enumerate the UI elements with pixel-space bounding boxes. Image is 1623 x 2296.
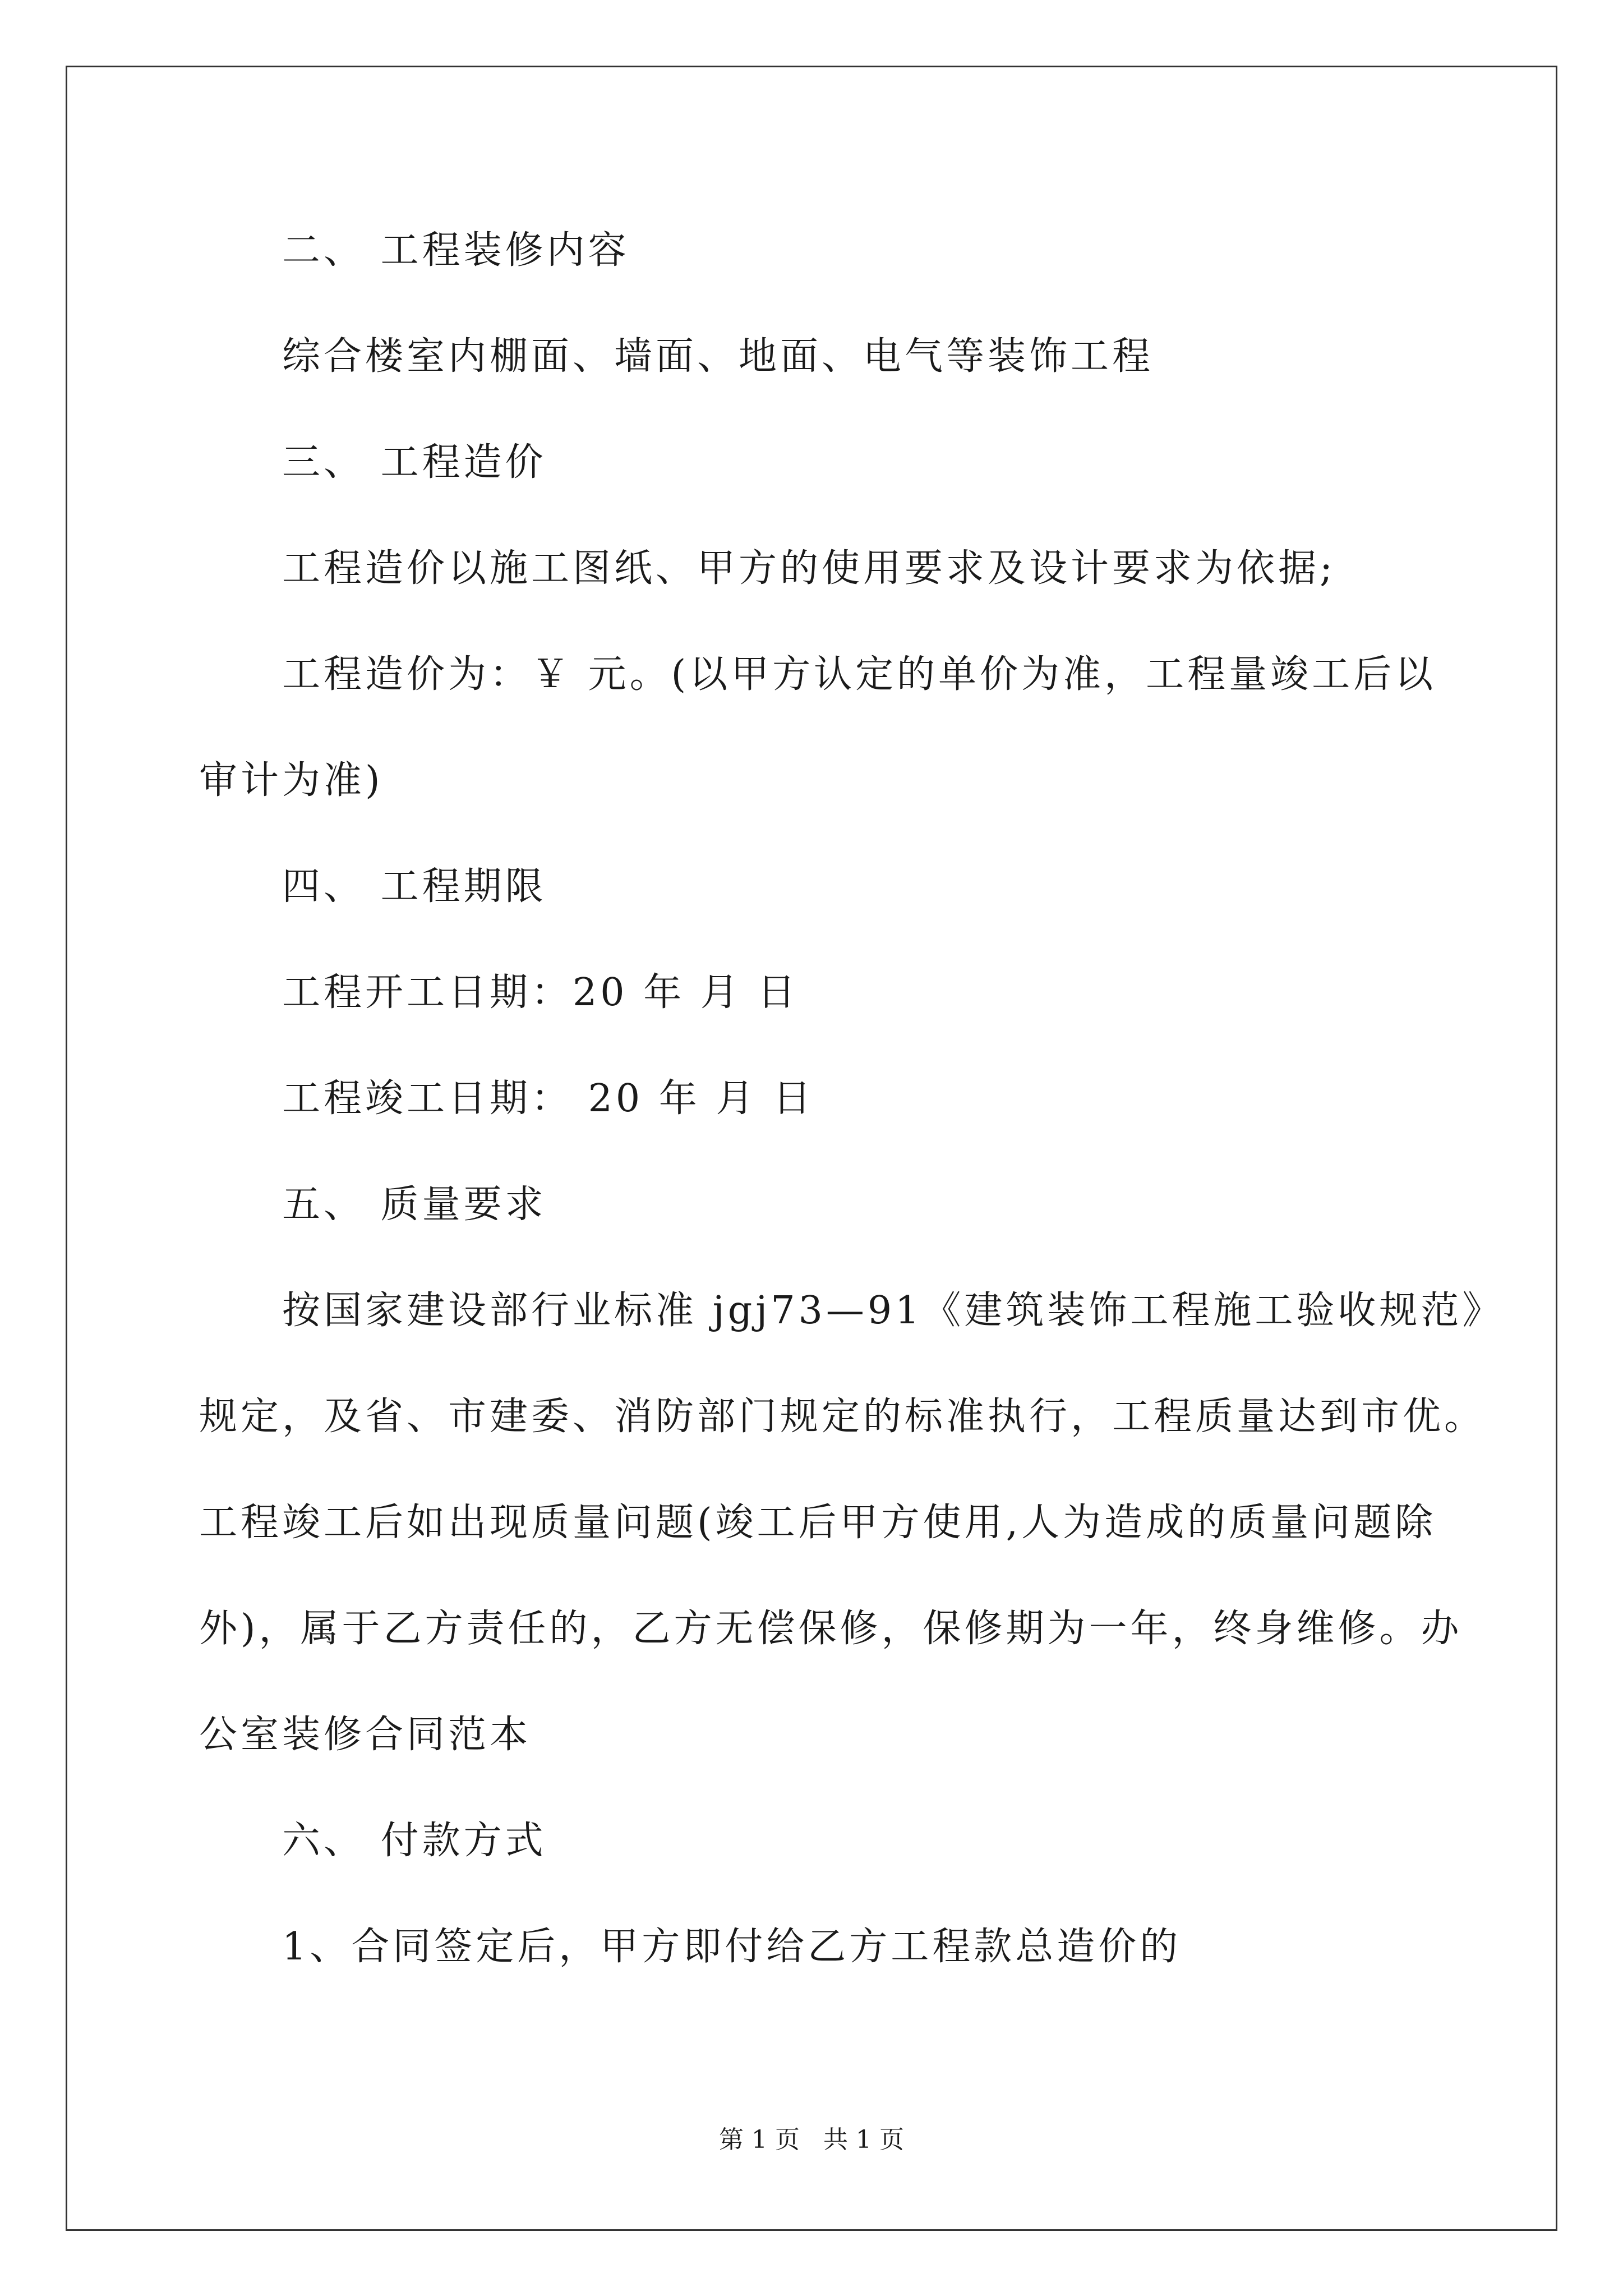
paragraph-line: 公室装修合同范本 [199, 1713, 532, 1757]
completion-date-line: 工程竣工日期： 20 年 月 日 [282, 1076, 814, 1121]
section-heading-4: 四、 工程期限 [282, 864, 547, 909]
section-heading-2: 二、 工程装修内容 [282, 228, 630, 273]
paragraph-line: 1、合同签定后，甲方即付给乙方工程款总造价的 [282, 1925, 1182, 1969]
paragraph-line: 按国家建设部行业标准 jgj73—91《建筑装饰工程施工验收规范》 [282, 1289, 1504, 1333]
paragraph-line: 外)，属于乙方责任的，乙方无偿保修，保修期为一年，终身维修。办 [199, 1607, 1463, 1651]
start-date-line: 工程开工日期：20 年 月 日 [282, 970, 799, 1015]
page-border [66, 66, 1557, 2231]
paragraph-line: 规定，及省、市建委、消防部门规定的标准执行，工程质量达到市优。 [199, 1395, 1486, 1439]
page-footer [0, 2125, 1623, 2154]
paragraph-line: 审计为准) [199, 758, 384, 803]
section-heading-5: 五、 质量要求 [282, 1182, 547, 1227]
section-heading-6: 六、 付款方式 [282, 1819, 547, 1863]
section-heading-3: 三、 工程造价 [282, 440, 547, 485]
paragraph-line: 工程造价为：￥ 元。(以甲方认定的单价为准，工程量竣工后以 [282, 652, 1437, 697]
paragraph-line: 综合楼室内棚面、墙面、地面、电气等装饰工程 [282, 334, 1154, 379]
paragraph-line: 工程造价以施工图纸、甲方的使用要求及设计要求为依据; [282, 546, 1336, 591]
page-total: 共 1 页 [823, 2125, 904, 2154]
paragraph-line: 工程竣工后如出现质量问题(竣工后甲方使用,人为造成的质量问题除 [199, 1501, 1437, 1545]
page-number: 第 1 页 [719, 2125, 800, 2154]
